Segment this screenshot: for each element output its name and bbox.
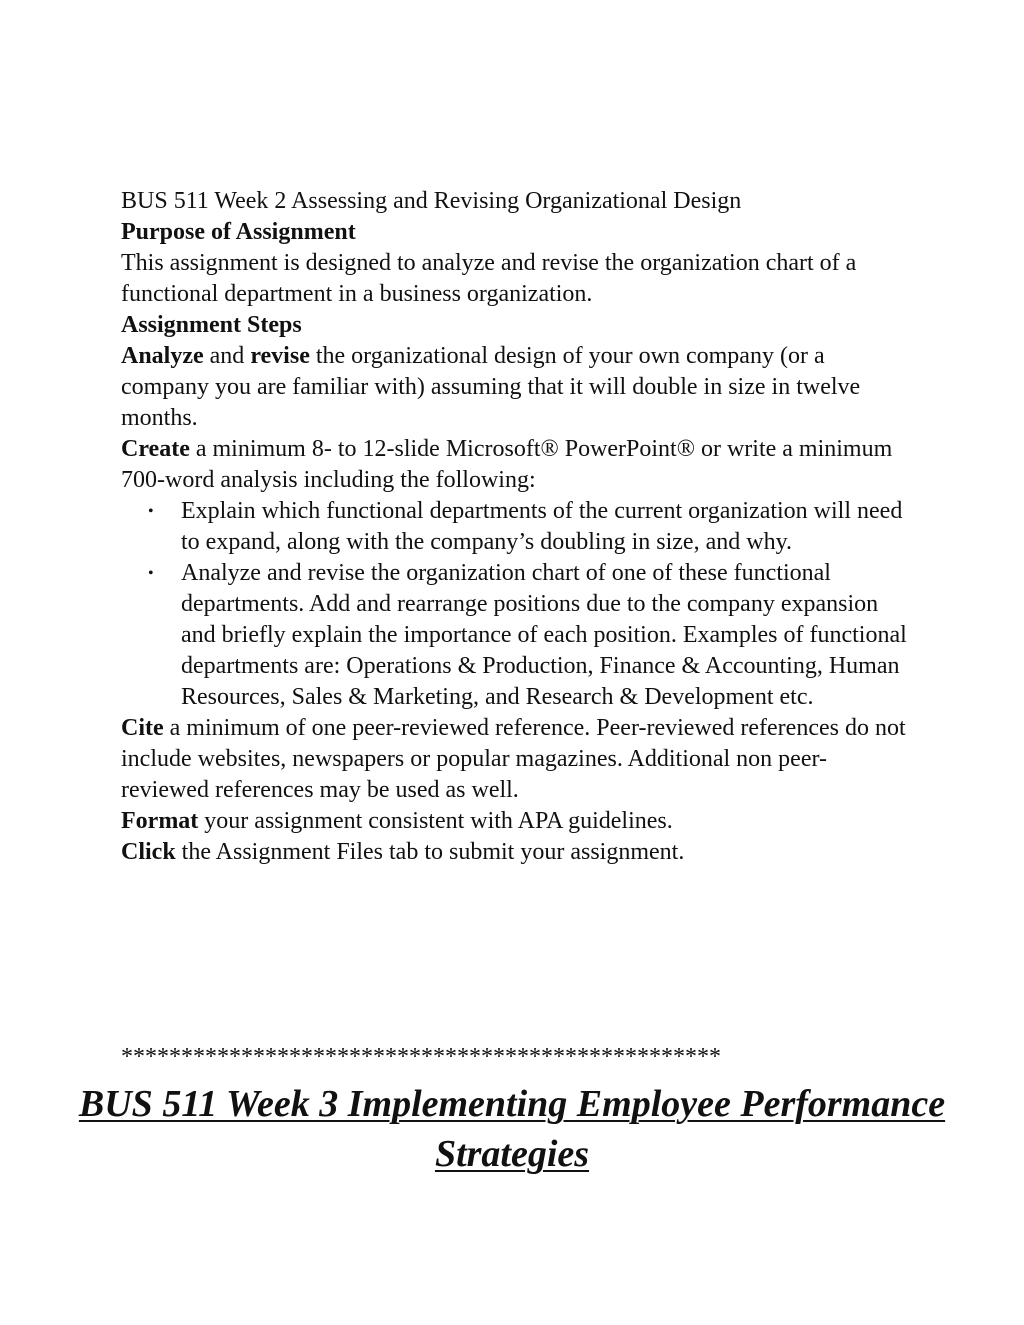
- next-section-title: BUS 511 Week 3 Implementing Employee Performance Strategies: [78, 1083, 946, 1175]
- click-paragraph: [121, 837, 911, 868]
- steps-label: Assignment Steps: [121, 312, 302, 338]
- revise-word: revise: [250, 343, 310, 369]
- separator-line: **************************************************: [121, 1044, 721, 1070]
- purpose-label: Purpose of Assignment: [121, 219, 356, 245]
- cite-paragraph: [121, 713, 911, 806]
- requirements-list: [121, 496, 911, 713]
- document-heading: BUS 511 Week 2 Assessing and Revising Organizational Design: [121, 188, 742, 214]
- format-text: your assignment consistent with APA guidelines.: [198, 808, 673, 834]
- cite-word: Cite: [121, 715, 164, 741]
- format-word: Format: [121, 808, 199, 834]
- format-paragraph: [121, 806, 911, 837]
- create-paragraph: [121, 434, 911, 496]
- purpose-text: This assignment is designed to analyze and revise the organization chart of a functional department in a business organization.: [121, 250, 857, 307]
- bullet-icon: •: [148, 503, 154, 520]
- click-text: the Assignment Files tab to submit your assignment.: [175, 839, 685, 865]
- list-item: [148, 496, 911, 558]
- create-word: Create: [121, 436, 190, 462]
- list-item-text: Explain which functional departments of the current organization will need to expand, along with the company’s doubling in size, and why.: [181, 498, 903, 555]
- bullet-icon: •: [148, 565, 154, 582]
- analyze-word: Analyze: [121, 343, 204, 369]
- document-body: [121, 186, 911, 868]
- click-word: Click: [121, 839, 176, 865]
- and-word: and: [203, 343, 251, 369]
- analyze-paragraph: [121, 341, 911, 434]
- create-text: a minimum 8- to 12-slide Microsoft® PowerPoint® or write a minimum 700-word analysis including the following:: [121, 436, 893, 493]
- list-item: [148, 558, 911, 713]
- analyze-text: the organizational design of your own company (or a company you are familiar with) assuming that it will double in size in twelve months.: [121, 343, 861, 431]
- cite-text: a minimum of one peer-reviewed reference. Peer-reviewed references do not include websites, newspapers or popular magazines. Additional non peer-reviewed references may be used as well.: [121, 715, 906, 803]
- list-item-text: Analyze and revise the organization chart of one of these functional departments. Add and rearrange positions due to the company expansion and briefly explain the importance of each position. Examples of functional departments are: Operations & Production, Finance & Accounting, Human Resources, Sales & Marketing, and Research & Development etc.: [181, 560, 907, 710]
